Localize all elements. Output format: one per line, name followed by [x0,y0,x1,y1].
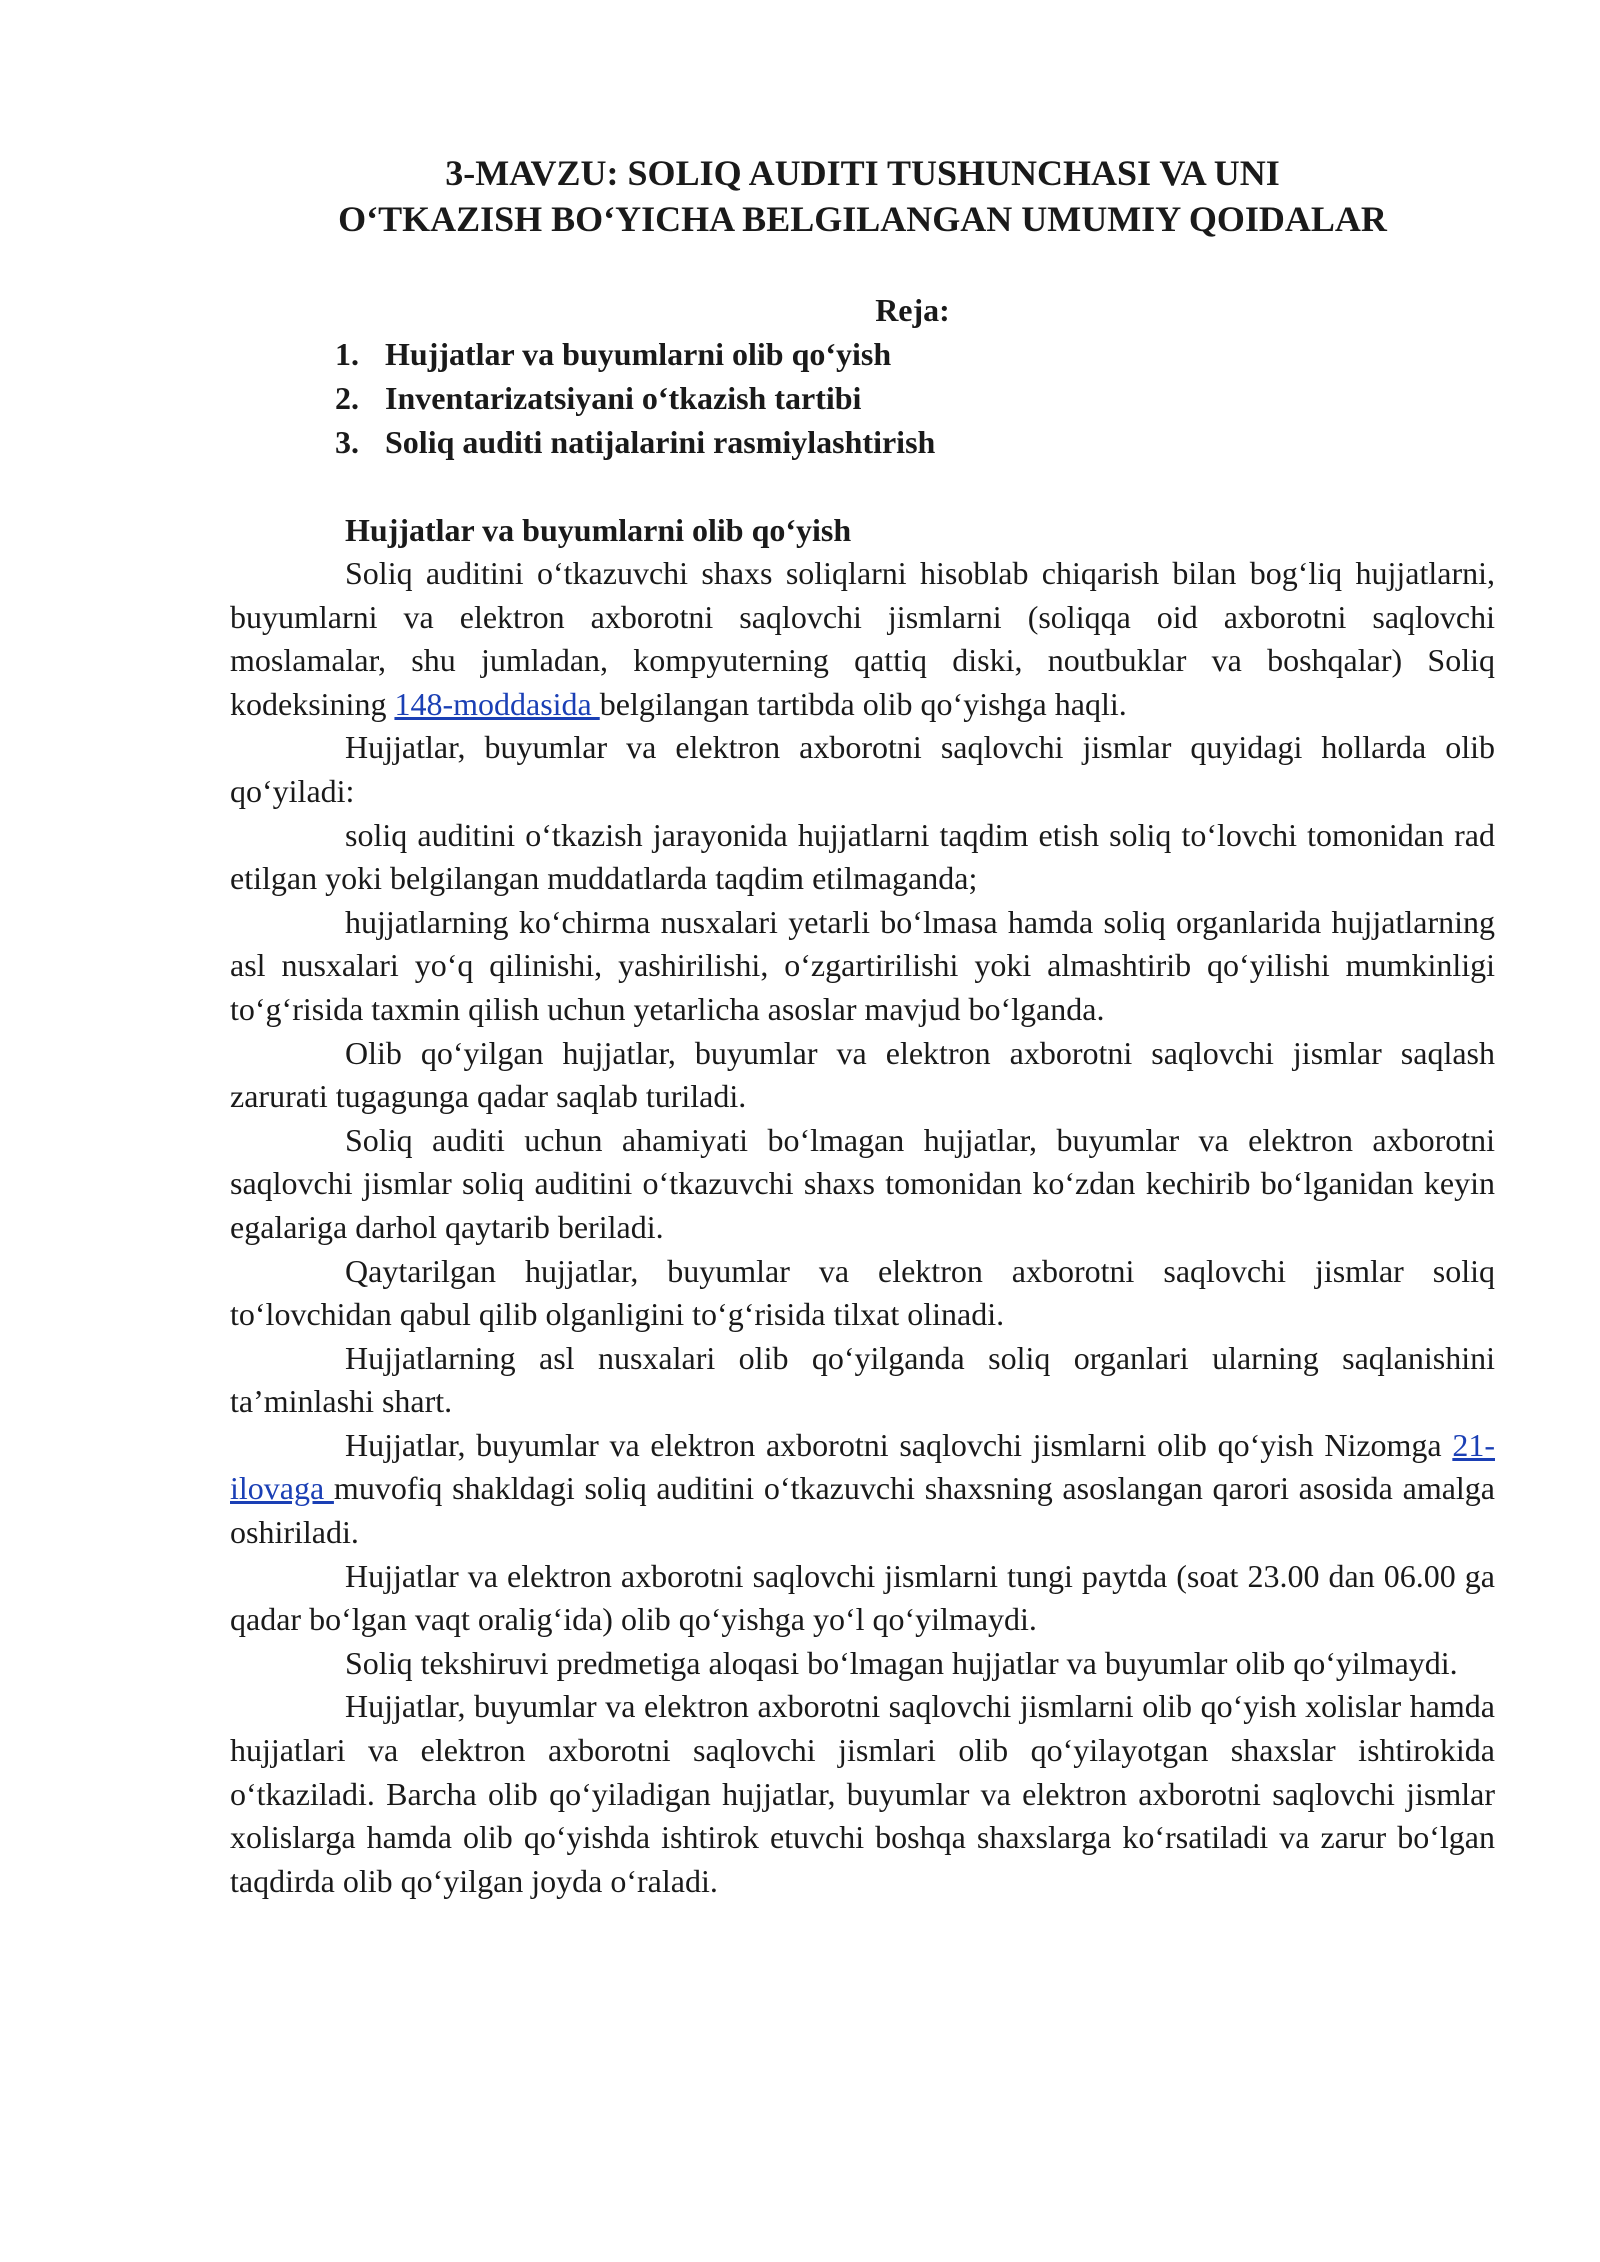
body-text [230,552,1495,1903]
paragraph: Soliq tekshiruvi predmetiga aloqasi bo‘lmagan hujjatlar va buyumlar olib qo‘yilmaydi. [345,1644,1458,1681]
paragraph-text: Soliq auditini o‘tkazuvchi shaxs soliqlarni hisoblab chiqarish bilan bog‘liq hujjatlarni, buyumlarni va elektron axborotni saqlovchi jismlarni (soliqqa oid axborotni saqlovchi moslamalar, shu jumladan, kompyuterning qattiq diski, noutbuklar va boshqalar) Soliq kodeksining [230,555,1495,722]
paragraph: Hujjatlar va elektron axborotni saqlovchi jismlarni tungi paytda (soat 23.00 dan 06.00 ga qadar bo‘lgan vaqt oralig‘ida) olib qo‘yishga yo‘l qo‘yilmaydi. [230,1557,1495,1638]
plan-item-number: 2. [335,380,359,416]
plan-item [230,332,1495,376]
plan-item-text: Soliq auditi natijalarini rasmiylashtirish [385,424,936,460]
paragraph [230,552,1495,726]
plan-item-text: Inventarizatsiyani o‘tkazish tartibi [385,380,862,416]
paragraph: soliq auditini o‘tkazish jarayonida hujjatlarni taqdim etish soliq to‘lovchi tomonidan rad etilgan yoki belgilangan muddatlarda taqdim etilmaganda; [230,816,1495,897]
paragraph: hujjatlarning ko‘chirma nusxalari yetarli bo‘lmasa hamda soliq organlarida hujjatlarning asl nusxalari yo‘q qilinishi, yashirilishi, o‘zgartirilishi yoki almashtirib qo‘yilishi mumkinligi to‘g‘risida taxmin qilish uchun yetarlicha asoslar mavjud bo‘lganda. [230,903,1495,1027]
article-148-link[interactable]: 148-moddasida [394,685,600,722]
document-page [230,150,1495,1903]
plan-item-number: 3. [335,424,359,460]
plan-heading: Reja: [875,292,950,328]
paragraph-text: belgilangan tartibda olib qo‘yishga haqli. [599,685,1127,722]
paragraph-text: muvofiq shakldagi soliq auditini o‘tkazuvchi shaxsning asoslangan qarori asosida amalga oshiriladi. [230,1470,1496,1551]
appendix-21-link[interactable]: 21-ilovaga [230,1426,1495,1507]
paragraph: Hujjatlar, buyumlar va elektron axborotni saqlovchi jismlar quyidagi hollarda olib qo‘yiladi: [230,729,1495,809]
plan-item-number: 1. [335,336,359,372]
paragraph: Olib qo‘yilgan hujjatlar, buyumlar va elektron axborotni saqlovchi jismlar saqlash zarurati tugagunga qadar saqlab turiladi. [230,1034,1495,1115]
title-line-2: O‘TKAZISH BO‘YICHA BELGILANGAN UMUMIY QOIDALAR [338,199,1387,239]
paragraph: Qaytarilgan hujjatlar, buyumlar va elektron axborotni saqlovchi jismlar soliq to‘lovchidan qabul qilib olganligini to‘g‘risida tilxat olinadi. [230,1252,1495,1333]
paragraph [230,1424,1495,1555]
plan-item [230,376,1495,420]
plan-item [230,420,1495,464]
plan-item-text: Hujjatlar va buyumlarni olib qo‘yish [385,336,892,372]
paragraph: Hujjatlar, buyumlar va elektron axborotni saqlovchi jismlarni olib qo‘yish xolislar hamda hujjatlari va elektron axborotni saqlovchi jismlari olib qo‘yilayotgan shaxslar ishtirokida o‘tkaziladi. Barcha olib qo‘yiladigan hujjatlar, buyumlar va elektron axborotni saqlovchi jismlar xolislarga hamda olib qo‘yishda ishtirok etuvchi boshqa shaxslarga ko‘rsatiladi va zarur bo‘lgan taqdirda olib qo‘yilgan joyda o‘raladi. [230,1688,1495,1899]
title-line-1: 3-MAVZU: SOLIQ AUDITI TUSHUNCHASI VA UNI [445,153,1280,193]
paragraph: Hujjatlarning asl nusxalari olib qo‘yilganda soliq organlari ularning saqlanishini ta’minlashi shart. [230,1339,1495,1420]
paragraph-text: Hujjatlar, buyumlar va elektron axborotni saqlovchi jismlarni olib qo‘yish Nizomga [345,1426,1453,1463]
section-heading: Hujjatlar va buyumlarni olib qo‘yish [345,512,852,548]
document-title [230,150,1495,242]
paragraph: Soliq auditi uchun ahamiyati bo‘lmagan hujjatlar, buyumlar va elektron axborotni saqlovchi jismlar soliq auditini o‘tkazuvchi shaxs tomonidan ko‘zdan kechirib bo‘lganidan keyin egalariga darhol qaytarib beriladi. [230,1121,1495,1245]
plan-list [230,332,1495,464]
